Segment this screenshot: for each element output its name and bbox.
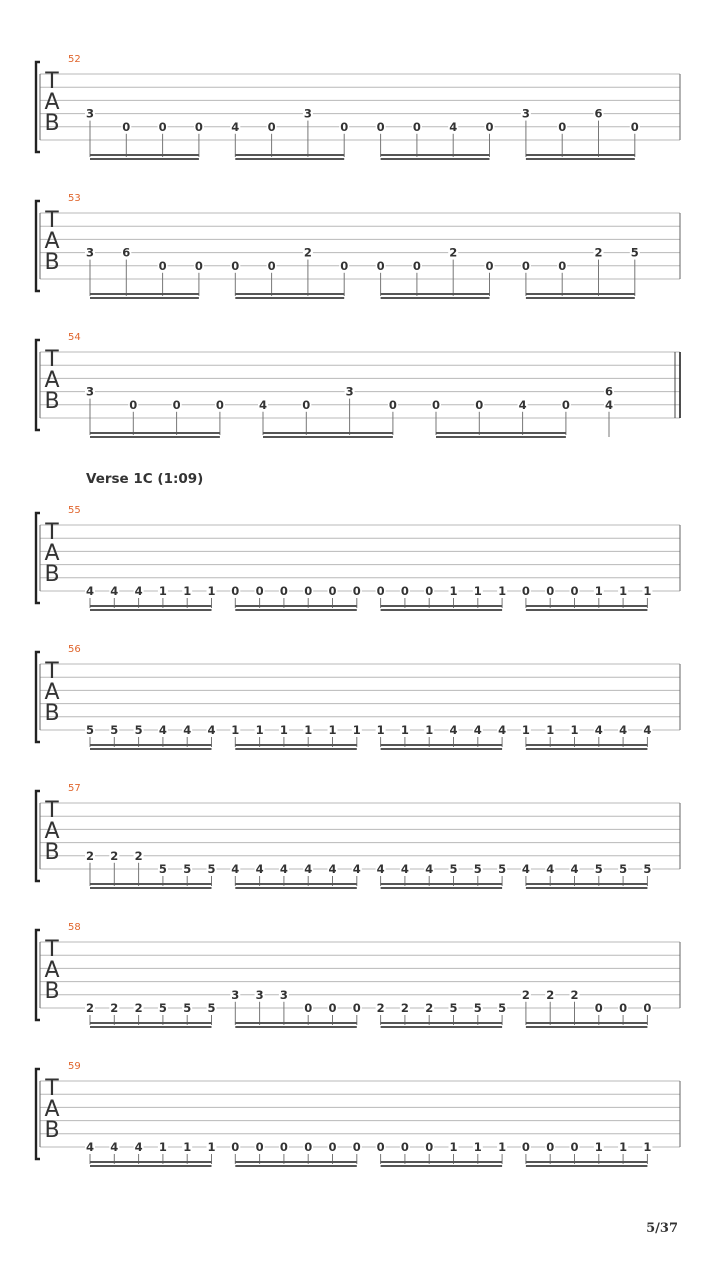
fret-number: 5	[183, 862, 192, 876]
fret-number: 1	[255, 723, 264, 737]
fret-number: 2	[85, 848, 95, 863]
fret-number: 1	[546, 723, 555, 737]
beam	[90, 744, 212, 746]
fret-number: 0	[521, 1140, 530, 1154]
beam	[381, 605, 503, 607]
fret-number: 0	[231, 1140, 240, 1154]
fret-number: 1	[594, 584, 603, 598]
fret-number: 0	[412, 119, 421, 134]
fret-number: 0	[194, 119, 203, 134]
fret-number: 5	[619, 862, 628, 876]
fret-number: 5	[183, 1001, 192, 1015]
tab-clef-letter: B	[44, 701, 60, 726]
fret-number: 0	[352, 584, 361, 598]
fret-number: 1	[643, 584, 652, 598]
fret-number: 6	[122, 245, 131, 260]
fret-number: 0	[546, 1140, 555, 1154]
tab-clef-letter: T	[45, 1076, 59, 1101]
fret-number: 4	[255, 862, 264, 876]
tab-clef-letter: T	[45, 937, 59, 962]
fret-number: 0	[376, 119, 385, 134]
fret-number: 2	[303, 245, 312, 260]
beam	[526, 154, 635, 156]
fret-number: 1	[231, 723, 240, 737]
fret-number: 4	[183, 723, 192, 737]
fret-number: 0	[570, 584, 579, 598]
fret-number: 4	[570, 862, 579, 876]
beam	[263, 436, 393, 438]
beam	[526, 293, 635, 295]
fret-number: 4	[328, 862, 337, 876]
fret-number: 0	[376, 1140, 385, 1154]
beam	[90, 1165, 212, 1167]
fret-number: 2	[449, 245, 458, 260]
beam	[90, 605, 212, 607]
beam	[235, 1026, 356, 1028]
tab-system	[36, 332, 680, 438]
fret-number: 1	[521, 723, 530, 737]
fret-number: 4	[473, 723, 482, 737]
beam	[526, 1026, 648, 1028]
system-bracket	[36, 513, 40, 603]
beam	[235, 293, 344, 295]
beam	[235, 297, 344, 299]
system-bracket	[36, 340, 40, 430]
fret-number: 5	[473, 1001, 482, 1015]
fret-number: 4	[158, 723, 167, 737]
fret-number: 1	[449, 584, 458, 598]
fret-number: 1	[158, 1140, 167, 1154]
fret-number: 5	[207, 1001, 216, 1015]
beam	[90, 748, 212, 750]
fret-number: 1	[183, 584, 192, 598]
fret-number: 4	[85, 584, 95, 598]
fret-number: 2	[85, 1001, 95, 1015]
measure-number: 54	[68, 332, 81, 343]
system-bracket	[36, 791, 40, 881]
system-bracket	[36, 201, 40, 291]
beam	[235, 158, 344, 160]
fret-number: 0	[561, 397, 570, 412]
fret-number: 1	[619, 584, 628, 598]
fret-number: 1	[449, 1140, 458, 1154]
fret-number: 5	[158, 862, 167, 876]
fret-number: 5	[85, 723, 95, 737]
tab-clef-letter: T	[45, 347, 59, 372]
fret-number: 1	[594, 1140, 603, 1154]
beam	[235, 154, 344, 156]
fret-number: 0	[400, 1140, 409, 1154]
fret-number: 1	[473, 1140, 482, 1154]
fret-number: 5	[594, 862, 603, 876]
fret-number: 1	[158, 584, 167, 598]
fret-number: 5	[498, 862, 507, 876]
fret-number: 0	[304, 584, 313, 598]
fret-number: 5	[643, 862, 652, 876]
beam	[235, 605, 356, 607]
beam	[526, 1161, 648, 1163]
fret-number: 4	[134, 584, 143, 598]
beam	[235, 744, 356, 746]
measure-number: 57	[68, 783, 81, 794]
fret-number: 0	[231, 584, 240, 598]
beam	[90, 436, 220, 438]
beam	[90, 154, 199, 156]
beam	[526, 609, 648, 611]
beam	[381, 1161, 503, 1163]
beam	[235, 1165, 356, 1167]
fret-number: 5	[473, 862, 482, 876]
fret-number: 0	[376, 584, 385, 598]
fret-number: 0	[400, 584, 409, 598]
fret-number: 4	[85, 1140, 95, 1154]
tab-clef-letter: A	[44, 680, 60, 705]
fret-number: 4	[279, 862, 288, 876]
tab-clef-letter: B	[44, 979, 60, 1004]
fret-number: 2	[376, 1001, 385, 1015]
fret-number: 0	[630, 119, 639, 134]
fret-number: 1	[207, 1140, 216, 1154]
fret-number: 0	[340, 258, 349, 273]
fret-number: 0	[267, 119, 276, 134]
fret-number: 1	[279, 723, 288, 737]
tab-system	[36, 1061, 680, 1167]
fret-number: 2	[134, 848, 143, 863]
fret-number: 3	[279, 987, 288, 1002]
fret-number: 2	[110, 1001, 119, 1015]
measure-number: 53	[68, 193, 81, 204]
fret-number: 4	[400, 862, 409, 876]
fret-number: 3	[521, 106, 530, 121]
fret-number: 4	[449, 723, 458, 737]
fret-number: 4	[134, 1140, 143, 1154]
fret-number: 4	[521, 862, 530, 876]
fret-number: 0	[255, 1140, 264, 1154]
fret-number: 4	[619, 723, 628, 737]
system-bracket	[36, 930, 40, 1020]
fret-number: 1	[619, 1140, 628, 1154]
fret-number: 6	[594, 106, 603, 121]
beam	[381, 297, 490, 299]
tab-system	[36, 193, 680, 299]
fret-number: 0	[619, 1001, 628, 1015]
beam	[526, 297, 635, 299]
fret-number: 0	[255, 584, 264, 598]
beam	[235, 1022, 356, 1024]
fret-number: 0	[594, 1001, 603, 1015]
beam	[526, 883, 648, 885]
fret-number: 0	[215, 397, 224, 412]
fret-number: 0	[279, 584, 288, 598]
fret-number: 0	[328, 1001, 337, 1015]
fret-number: 0	[485, 258, 494, 273]
beam	[381, 744, 503, 746]
fret-number: 4	[498, 723, 507, 737]
beam	[436, 436, 566, 438]
fret-number: 0	[267, 258, 276, 273]
beam	[526, 887, 648, 889]
section-title: Verse 1C (1:09)	[86, 471, 204, 487]
tab-clef-letter: B	[44, 250, 60, 275]
fret-number: 4	[604, 397, 614, 412]
fret-number: 4	[376, 862, 385, 876]
fret-number: 1	[498, 1140, 507, 1154]
fret-number: 0	[485, 119, 494, 134]
fret-number: 4	[449, 119, 458, 134]
fret-number: 0	[521, 584, 530, 598]
beam	[381, 293, 490, 295]
fret-number: 3	[85, 106, 95, 121]
fret-number: 0	[425, 584, 434, 598]
fret-number: 4	[110, 584, 119, 598]
fret-number: 1	[352, 723, 361, 737]
fret-number: 0	[425, 1140, 434, 1154]
fret-number: 0	[328, 1140, 337, 1154]
fret-number: 1	[207, 584, 216, 598]
tab-clef-letter: T	[45, 208, 59, 233]
fret-number: 4	[518, 397, 527, 412]
fret-number: 6	[604, 384, 614, 399]
tab-clef-letter: B	[44, 389, 60, 414]
tab-clef-letter: B	[44, 111, 60, 136]
measure-number: 56	[68, 644, 81, 655]
fret-number: 3	[85, 384, 95, 399]
beam	[263, 432, 393, 434]
fret-number: 4	[231, 862, 240, 876]
fret-number: 2	[546, 987, 555, 1002]
fret-number: 4	[352, 862, 361, 876]
fret-number: 0	[475, 397, 484, 412]
fret-number: 2	[400, 1001, 409, 1015]
beam	[235, 887, 356, 889]
tab-system	[36, 644, 680, 750]
beam	[381, 1165, 503, 1167]
beam	[90, 883, 212, 885]
fret-number: 5	[110, 723, 119, 737]
fret-number: 2	[110, 848, 119, 863]
fret-number: 0	[546, 584, 555, 598]
beam	[526, 748, 648, 750]
beam	[526, 1022, 648, 1024]
fret-number: 0	[643, 1001, 652, 1015]
measure-number: 58	[68, 922, 81, 933]
fret-number: 2	[594, 245, 603, 260]
fret-number: 0	[172, 397, 181, 412]
system-bracket	[36, 652, 40, 742]
measure-number: 55	[68, 505, 81, 516]
fret-number: 0	[304, 1001, 313, 1015]
beam	[90, 1161, 212, 1163]
fret-number: 1	[304, 723, 313, 737]
fret-number: 2	[570, 987, 579, 1002]
tab-clef-letter: T	[45, 798, 59, 823]
fret-number: 4	[425, 862, 434, 876]
fret-number: 4	[594, 723, 603, 737]
beam	[90, 887, 212, 889]
fret-number: 4	[110, 1140, 119, 1154]
tab-clef-letter: A	[44, 958, 60, 983]
beam	[381, 883, 503, 885]
beam	[526, 158, 635, 160]
fret-number: 5	[449, 862, 458, 876]
fret-number: 1	[570, 723, 579, 737]
beam	[381, 609, 503, 611]
measure-number: 52	[68, 54, 81, 65]
fret-number: 4	[643, 723, 652, 737]
beam	[235, 609, 356, 611]
fret-number: 0	[558, 119, 567, 134]
fret-number: 1	[643, 1140, 652, 1154]
fret-number: 4	[207, 723, 216, 737]
fret-number: 0	[279, 1140, 288, 1154]
fret-number: 5	[158, 1001, 167, 1015]
fret-number: 3	[85, 245, 95, 260]
fret-number: 1	[425, 723, 434, 737]
tab-clef-letter: A	[44, 1097, 60, 1122]
beam	[90, 293, 199, 295]
fret-number: 0	[352, 1001, 361, 1015]
fret-number: 4	[258, 397, 268, 412]
tab-clef-letter: A	[44, 229, 60, 254]
fret-number: 0	[304, 1140, 313, 1154]
fret-number: 5	[498, 1001, 507, 1015]
fret-number: 0	[158, 258, 167, 273]
fret-number: 1	[498, 584, 507, 598]
fret-number: 0	[340, 119, 349, 134]
fret-number: 5	[449, 1001, 458, 1015]
page-number: 5/37	[646, 1221, 678, 1236]
tab-clef-letter: T	[45, 69, 59, 94]
fret-number: 0	[376, 258, 385, 273]
fret-number: 1	[473, 584, 482, 598]
fret-number: 0	[412, 258, 421, 273]
fret-number: 2	[521, 987, 530, 1002]
fret-number: 5	[134, 723, 143, 737]
beam	[90, 158, 199, 160]
tab-clef-letter: T	[45, 520, 59, 545]
fret-number: 0	[231, 258, 240, 273]
fret-number: 5	[207, 862, 216, 876]
measure-number: 59	[68, 1061, 81, 1072]
fret-number: 0	[431, 397, 441, 412]
fret-number: 4	[304, 862, 313, 876]
tab-system	[36, 922, 680, 1028]
tab-clef-letter: A	[44, 90, 60, 115]
fret-number: 3	[345, 384, 354, 399]
beam	[381, 1022, 503, 1024]
fret-number: 0	[388, 397, 397, 412]
fret-number: 3	[231, 987, 240, 1002]
fret-number: 0	[570, 1140, 579, 1154]
beam	[90, 609, 212, 611]
beam	[90, 1022, 212, 1024]
tab-system	[36, 783, 680, 889]
beam	[235, 1161, 356, 1163]
tab-system	[36, 505, 680, 611]
beam	[381, 1026, 503, 1028]
fret-number: 3	[255, 987, 264, 1002]
beam	[526, 605, 648, 607]
beam	[235, 748, 356, 750]
fret-number: 0	[194, 258, 203, 273]
beam	[526, 1165, 648, 1167]
fret-number: 1	[328, 723, 337, 737]
fret-number: 4	[231, 119, 240, 134]
beam	[381, 154, 490, 156]
tab-system	[36, 54, 680, 160]
system-bracket	[36, 62, 40, 152]
system-bracket	[36, 1069, 40, 1159]
fret-number: 1	[376, 723, 385, 737]
fret-number: 0	[158, 119, 167, 134]
tab-clef-letter: A	[44, 819, 60, 844]
fret-number: 0	[558, 258, 567, 273]
beam	[235, 883, 356, 885]
beam	[381, 887, 503, 889]
fret-number: 2	[134, 1001, 143, 1015]
tab-clef-letter: B	[44, 840, 60, 865]
tab-clef-letter: A	[44, 541, 60, 566]
fret-number: 1	[400, 723, 409, 737]
fret-number: 1	[183, 1140, 192, 1154]
beam	[381, 158, 490, 160]
beam	[90, 297, 199, 299]
beam	[90, 1026, 212, 1028]
fret-number: 5	[630, 245, 639, 260]
fret-number: 0	[302, 397, 311, 412]
fret-number: 0	[129, 397, 138, 412]
fret-number: 2	[425, 1001, 434, 1015]
tab-clef-letter: T	[45, 659, 59, 684]
beam	[381, 748, 503, 750]
fret-number: 0	[521, 258, 530, 273]
tab-clef-letter: A	[44, 368, 60, 393]
beam	[436, 432, 566, 434]
beam	[90, 432, 220, 434]
tab-clef-letter: B	[44, 562, 60, 587]
fret-number: 4	[546, 862, 555, 876]
fret-number: 3	[303, 106, 312, 121]
tab-clef-letter: B	[44, 1118, 60, 1143]
fret-number: 0	[352, 1140, 361, 1154]
beam	[526, 744, 648, 746]
fret-number: 0	[122, 119, 131, 134]
fret-number: 0	[328, 584, 337, 598]
